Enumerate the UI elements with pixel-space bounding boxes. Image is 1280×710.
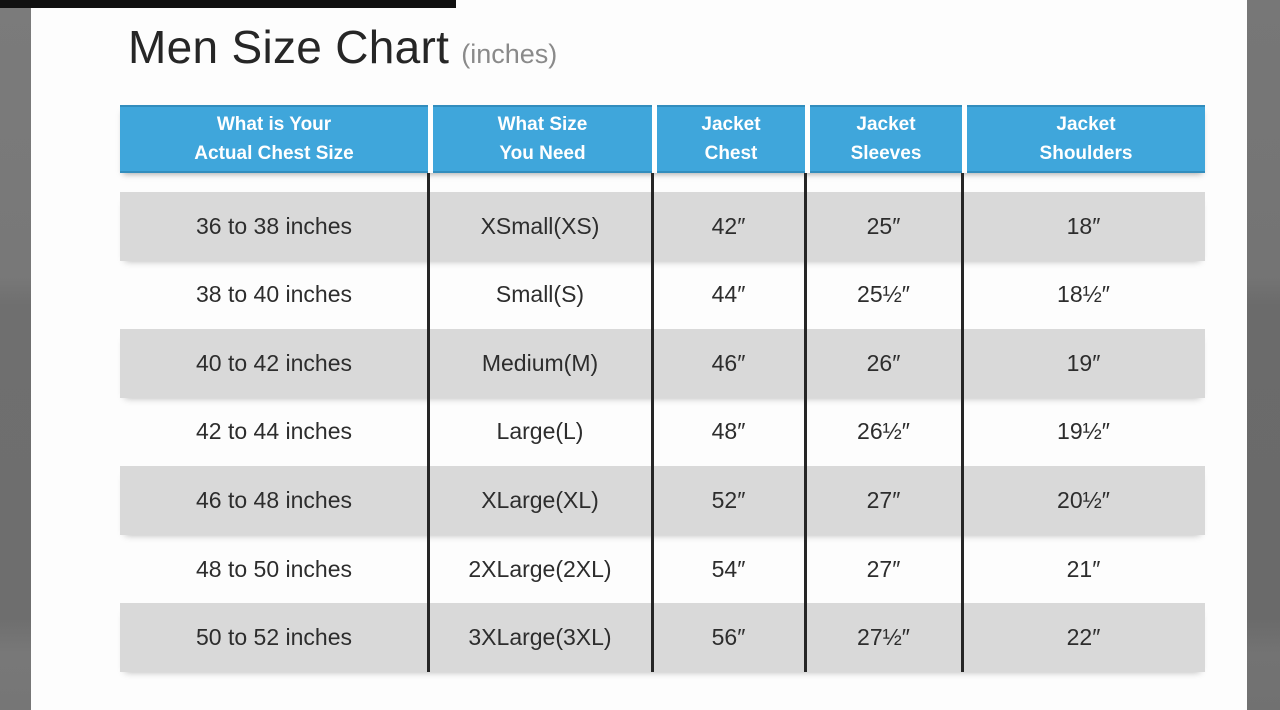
table-cell: 19½″ xyxy=(1057,418,1110,445)
header-label-line: Jacket xyxy=(1056,113,1116,135)
column-divider xyxy=(427,173,430,672)
title-row xyxy=(128,20,557,74)
header-cell-jacket-sleeves xyxy=(805,105,962,173)
table-cell: 48″ xyxy=(711,418,746,445)
left-edge-strip xyxy=(0,0,31,710)
table-cell: 42″ xyxy=(711,212,746,239)
table-cell: 22″ xyxy=(1066,624,1101,651)
table-header xyxy=(120,105,1205,173)
table-cell: 27″ xyxy=(866,487,901,514)
table-body xyxy=(120,192,1205,672)
table-row xyxy=(120,535,1205,604)
table-row xyxy=(120,261,1205,330)
page-title: Men Size Chart xyxy=(128,21,450,73)
table-cell: Medium(M) xyxy=(481,349,599,376)
table-cell: 42 to 44 inches xyxy=(195,418,352,445)
header-label-line: What Size xyxy=(497,113,588,135)
table-cell: 27½″ xyxy=(857,624,910,651)
table-cell: 21″ xyxy=(1066,555,1101,582)
header-label-line: What is Your xyxy=(216,113,332,135)
column-divider xyxy=(961,173,964,672)
table-cell: 46 to 48 inches xyxy=(195,487,352,514)
header-cell-size-you-need xyxy=(428,105,652,173)
table-row xyxy=(120,398,1205,467)
table-row xyxy=(120,603,1205,672)
header-label-line: You Need xyxy=(499,143,586,164)
header-label-line: Chest xyxy=(704,143,758,164)
table-row xyxy=(120,466,1205,535)
header-cell-jacket-shoulders xyxy=(962,105,1205,173)
table-cell: 50 to 52 inches xyxy=(195,624,352,651)
table-cell: Small(S) xyxy=(495,281,585,308)
table-cell: 2XLarge(2XL) xyxy=(468,555,612,582)
table-cell: 36 to 38 inches xyxy=(195,212,352,239)
column-divider xyxy=(651,173,654,672)
header-label-line: Sleeves xyxy=(850,143,922,164)
table-cell: 52″ xyxy=(711,487,746,514)
table-cell: 26½″ xyxy=(857,418,910,445)
table-row xyxy=(120,192,1205,261)
table-cell: 18″ xyxy=(1066,212,1101,239)
page-subtitle: (inches) xyxy=(461,39,558,69)
header-cell-jacket-chest xyxy=(652,105,805,173)
table-cell: 54″ xyxy=(711,555,746,582)
size-table xyxy=(120,105,1205,672)
letterbox-top-bar xyxy=(0,0,456,8)
table-cell: 3XLarge(3XL) xyxy=(468,624,612,651)
table-cell: XLarge(XL) xyxy=(481,487,599,514)
table-row xyxy=(120,329,1205,398)
table-cell: 44″ xyxy=(711,281,746,308)
header-label-line: Jacket xyxy=(701,113,761,135)
header-label-line: Shoulders xyxy=(1039,143,1133,164)
table-cell: 18½″ xyxy=(1057,281,1110,308)
table-cell: 26″ xyxy=(866,349,901,376)
table-cell: 27″ xyxy=(866,555,901,582)
table-cell: 25½″ xyxy=(857,281,910,308)
table-cell: 40 to 42 inches xyxy=(195,349,352,376)
table-cell: 56″ xyxy=(711,624,746,651)
table-cell: 20½″ xyxy=(1057,487,1110,514)
table-cell: 38 to 40 inches xyxy=(195,281,352,308)
right-edge-strip xyxy=(1247,0,1280,710)
header-label-line: Jacket xyxy=(856,113,916,135)
table-cell: 25″ xyxy=(866,212,901,239)
table-cell: 48 to 50 inches xyxy=(195,555,352,582)
header-cell-actual-chest-size xyxy=(120,105,428,173)
table-cell: Large(L) xyxy=(496,418,584,445)
table-cell: XSmall(XS) xyxy=(480,212,600,239)
table-cell: 46″ xyxy=(711,349,746,376)
table-cell: 19″ xyxy=(1066,349,1101,376)
column-divider xyxy=(804,173,807,672)
header-label-line: Actual Chest Size xyxy=(194,143,354,164)
